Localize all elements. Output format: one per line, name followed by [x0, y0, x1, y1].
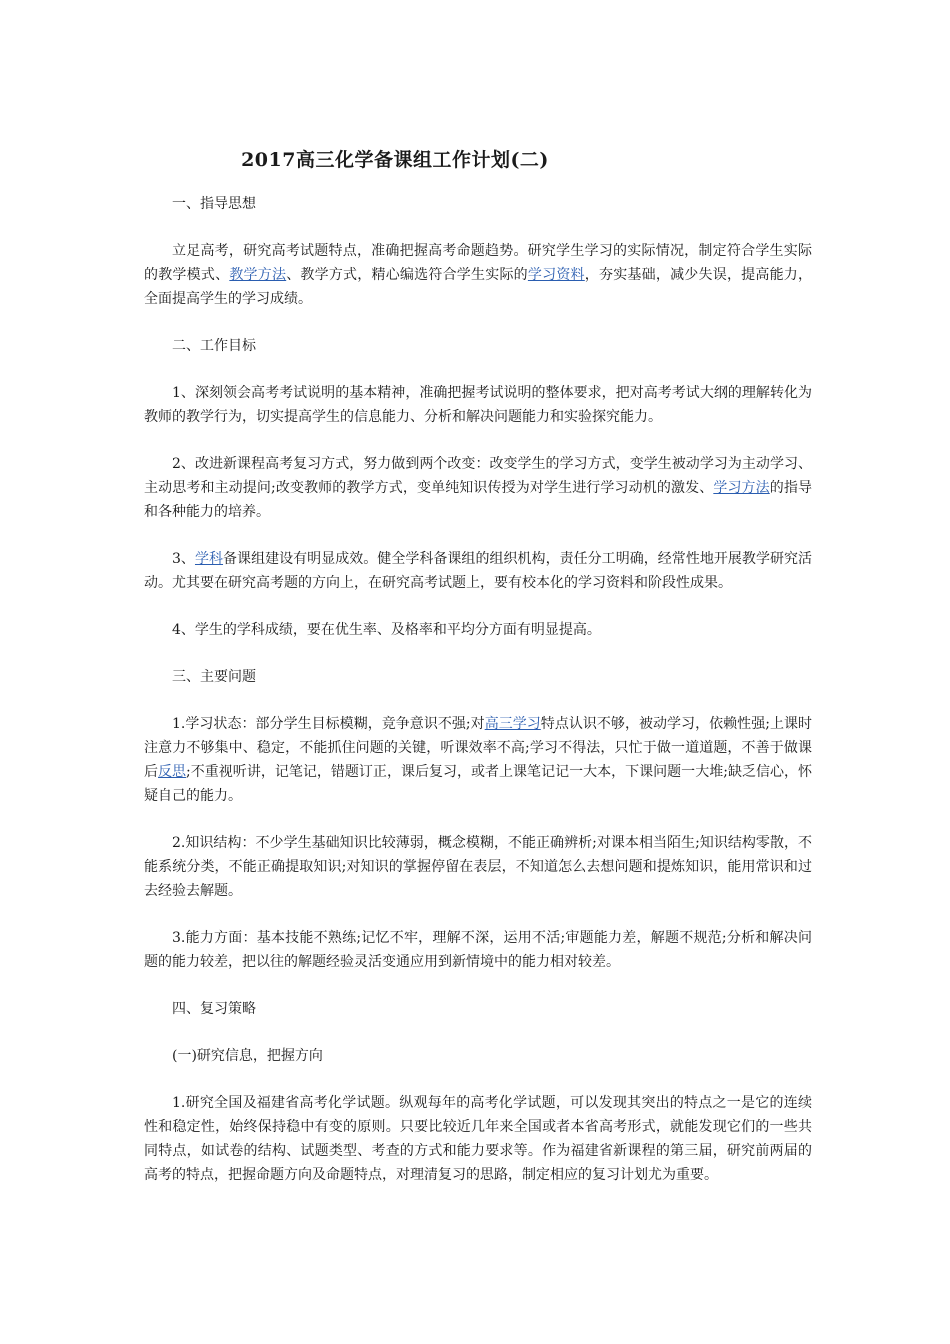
- document-title: 2017高三化学备课组工作计划(二): [241, 149, 549, 171]
- document-body: [144, 192, 812, 1210]
- paragraph-goal-3: [144, 547, 812, 595]
- paragraph-problem-3: 3.能力方面：基本技能不熟练;记忆不牢，理解不深，运用不活;审题能力差，解题不规范;分析和解决问题的能力较差，把以往的解题经验灵活变通应用到新情境中的能力相对较差。: [144, 930, 812, 970]
- section-heading-review-strategy: 四、复习策略: [172, 1001, 256, 1017]
- paragraph-goal-2: [144, 452, 812, 524]
- paragraph-problem-1: [144, 712, 812, 808]
- text-run: 、教学方式，精心编选符合学生实际的: [286, 267, 528, 283]
- subsection-heading-research-info: (一)研究信息，把握方向: [172, 1048, 323, 1064]
- section-heading-main-problems: 三、主要问题: [172, 669, 256, 685]
- section-heading-guiding-ideology: 一、指导思想: [172, 196, 256, 212]
- link-subject[interactable]: 学科: [194, 551, 224, 567]
- link-senior-study[interactable]: 高三学习: [484, 716, 541, 732]
- paragraph-problem-2: 2.知识结构：不少学生基础知识比较薄弱，概念模糊，不能正确辨析;对课本相当陌生;知识结构零散，不能系统分类，不能正确提取知识;对知识的掌握停留在表层，不知道怎么去想问题和提炼知识，能用常识和过去经验去解题。: [144, 835, 812, 899]
- text-run: 的指导和各种能力的培养。: [144, 480, 813, 520]
- paragraph-guiding-ideology: [144, 239, 812, 311]
- text-run: 2、改进新课程高考复习方式，努力做到两个改变：改变学生的学习方式，变学生被动学习为主动学习、主动思考和主动提问;改变教师的教学方式，变单纯知识传授为对学生进行学习动机的激发、: [144, 456, 812, 496]
- section-heading-work-goals: 二、工作目标: [172, 338, 256, 354]
- text-run: 3、: [172, 551, 195, 567]
- text-run: ，夯实基础，减少失误，提高能力，全面提高学生的学习成绩。: [144, 267, 813, 307]
- text-run: 立足高考，研究高考试题特点，准确把握高考命题趋势。研究学生学习的实际情况，制定符合学生实际的教学模式、: [144, 243, 812, 283]
- paragraph-strategy-1: 1.研究全国及福建省高考化学试题。纵观每年的高考化学试题，可以发现其突出的特点之一是它的连续性和稳定性，始终保持稳中有变的原则。只要比较近几年来全国或者本省高考形式，就能发现它们的一些共同特点，如试卷的结构、试题类型、考查的方式和能力要求等。作为福建省新课程的第三届，研究前两届的高考的特点，把握命题方向及命题特点，对理清复习的思路，制定相应的复习计划尤为重要。: [144, 1095, 812, 1183]
- link-teaching-methods[interactable]: 教学方法: [229, 267, 287, 283]
- link-learning-methods[interactable]: 学习方法: [713, 480, 770, 496]
- link-learning-materials[interactable]: 学习资料: [527, 267, 585, 283]
- text-run: 特点认识不够，被动学习，依赖性强;上课时注意力不够集中、稳定，不能抓住问题的关键，听课效率不高;学习不得法，只忙于做一道道题，不善于做课后: [144, 716, 813, 780]
- text-run: ;不重视听讲，记笔记，错题订正，课后复习，或者上课笔记记一大本，下课问题一大堆;缺乏信心，怀疑自己的能力。: [144, 764, 813, 804]
- text-run: 1.学习状态：部分学生目标模糊，竞争意识不强;对: [172, 716, 485, 732]
- paragraph-goal-1: 1、深刻领会高考考试说明的基本精神，准确把握考试说明的整体要求，把对高考考试大纲的理解转化为教师的教学行为，切实提高学生的信息能力、分析和解决问题能力和实验探究能力。: [144, 385, 812, 425]
- paragraph-goal-4: 4、学生的学科成绩，要在优生率、及格率和平均分方面有明显提高。: [172, 622, 601, 638]
- text-run: 备课组建设有明显成效。健全学科备课组的组织机构，责任分工明确，经常性地开展教学研究活动。尤其要在研究高考题的方向上，在研究高考试题上，要有校本化的学习资料和阶段性成果。: [144, 551, 813, 591]
- link-reflection[interactable]: 反思: [158, 764, 187, 780]
